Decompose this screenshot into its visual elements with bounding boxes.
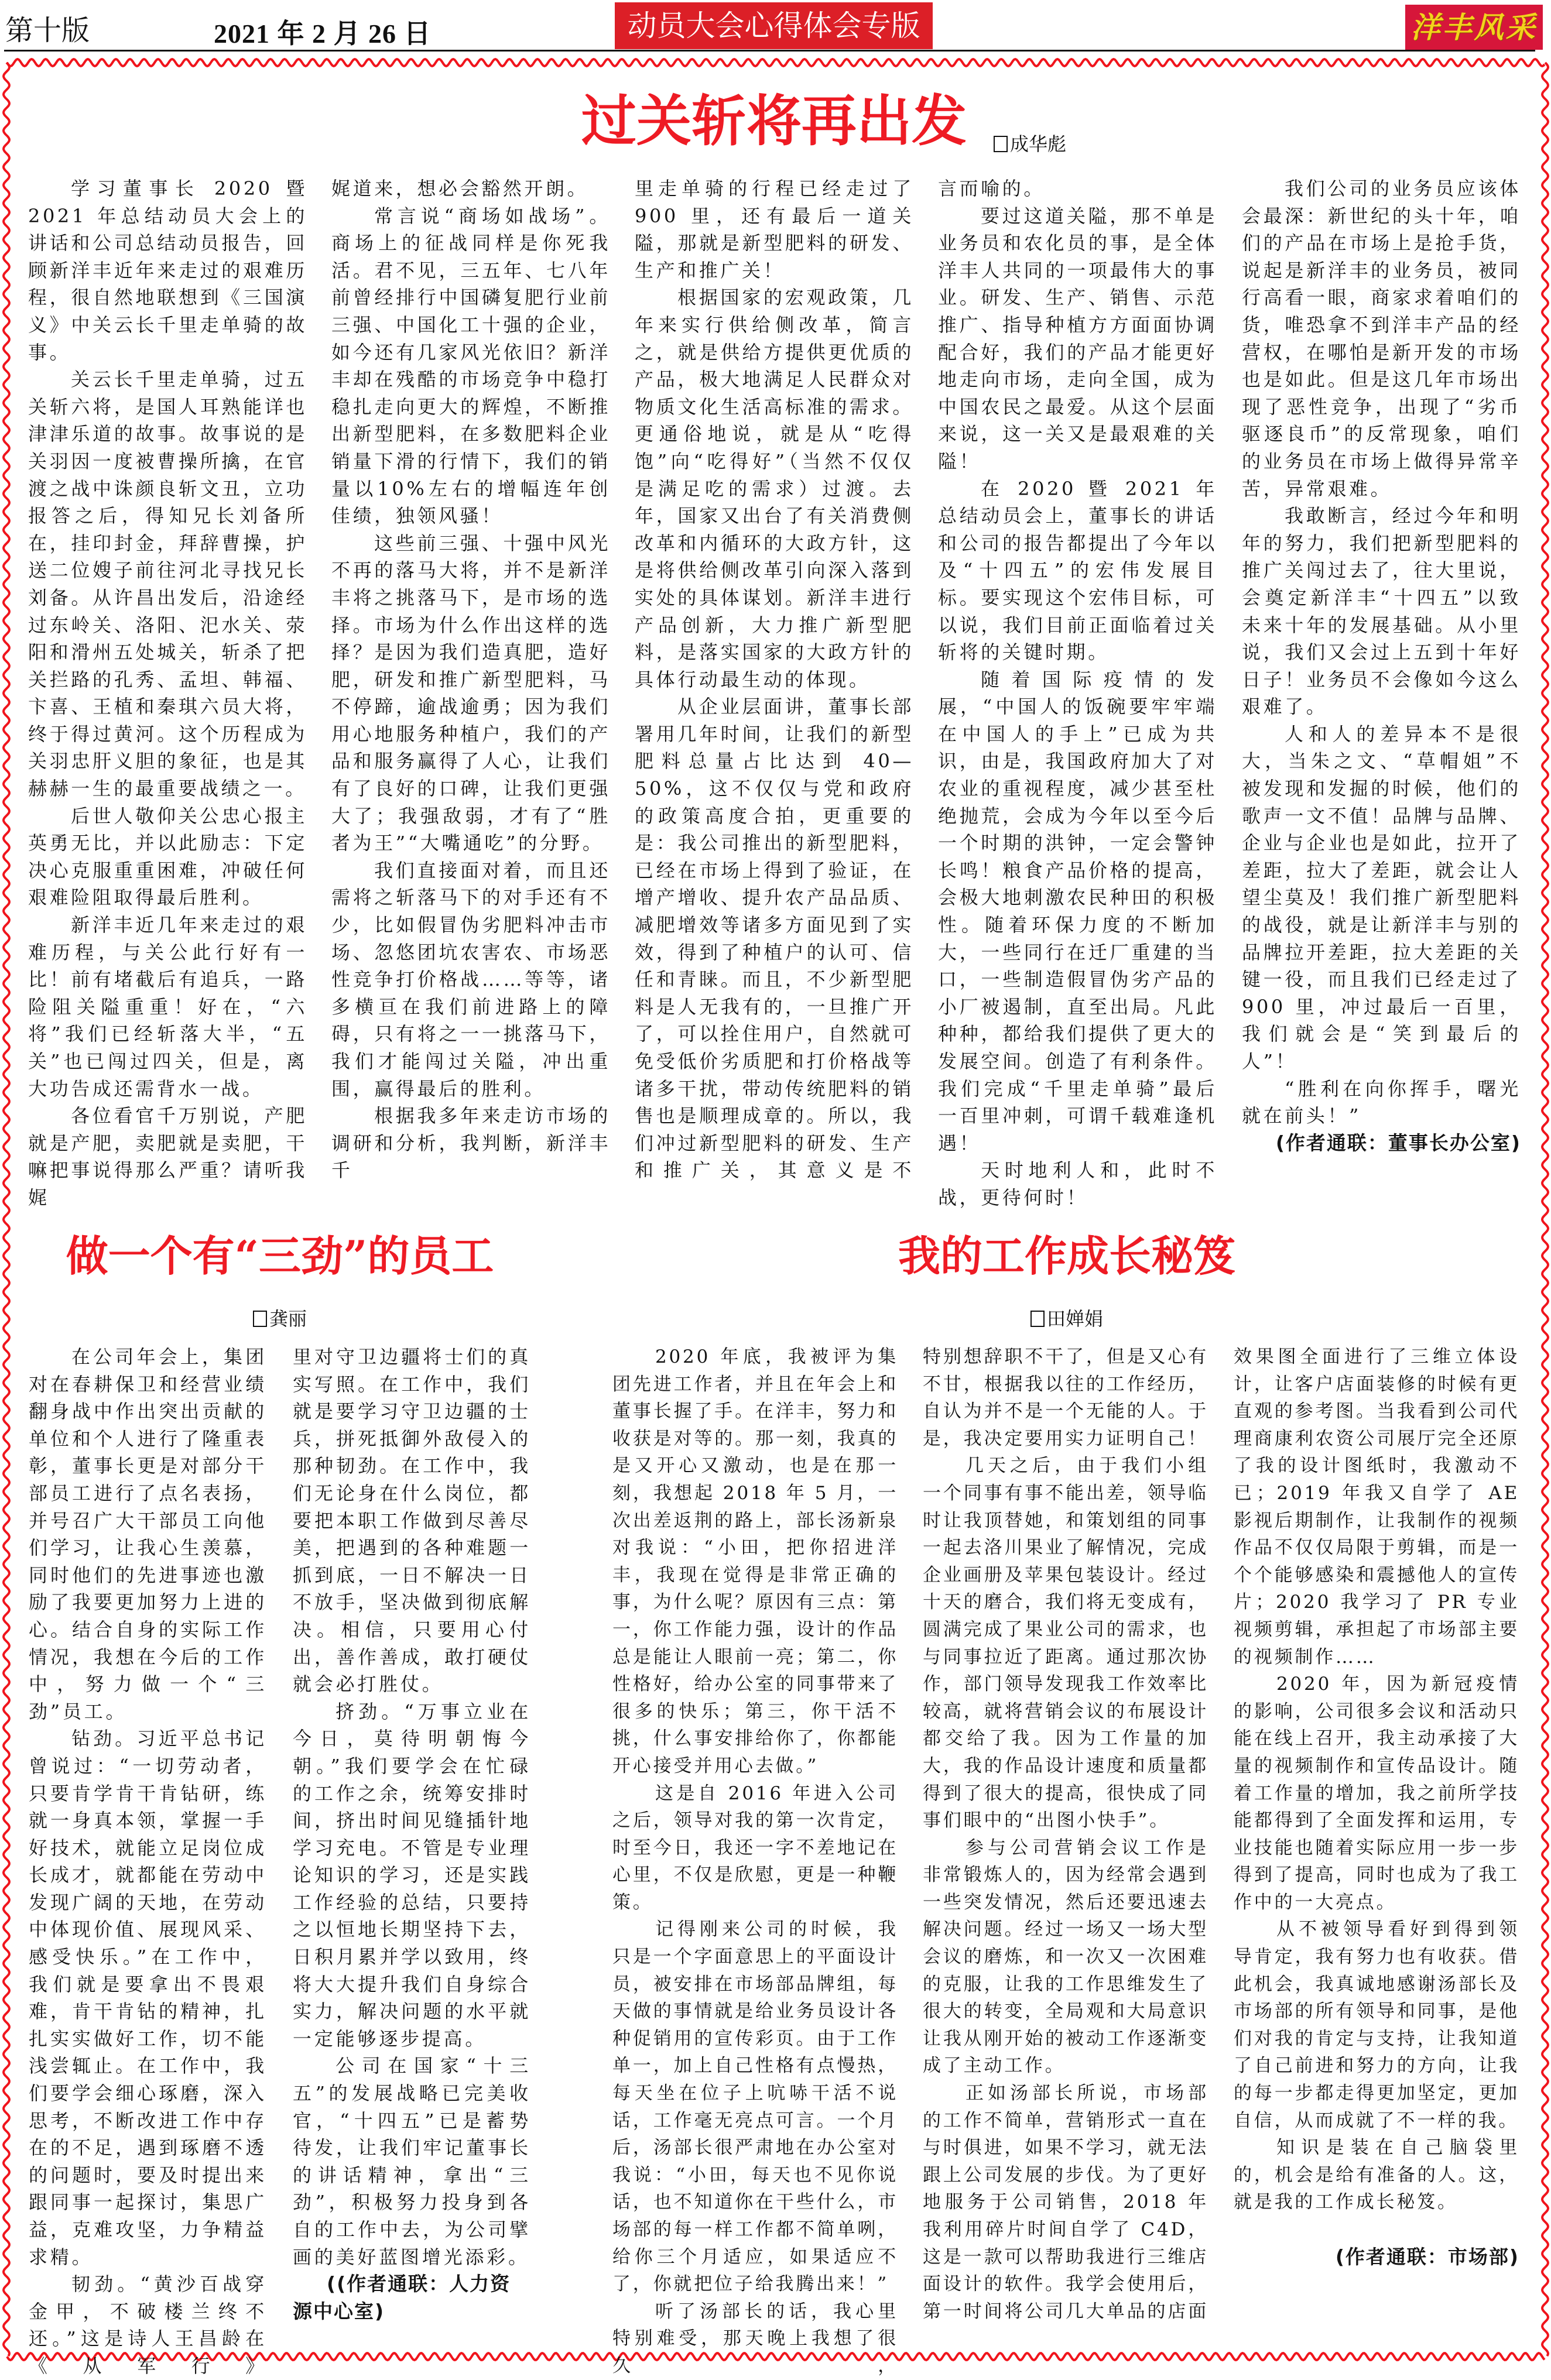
paragraph: 常言说“商场如战场”。商场上的征战同样是你死我活。君不见，三五年、七八年前曾经排行中国磷复肥行业前三强、中国化工十强的企业，如今还有几家风光依旧？新洋丰却在残酷的市场竞争中稳打稳扎走向更大的辉煌，不断推出新型肥料，在多数肥料企业销量下滑的行情下，我们的销量以10%左右的增幅连年创佳绩，独领风骚！ — [331, 204, 611, 527]
article-column — [1242, 175, 1521, 1157]
masthead-logo: 洋丰风采 — [1405, 5, 1543, 50]
paragraph: 里走单骑的行程已经走过了 900 里，还有最后一道关隘，那就是新型肥料的研发、生产和推广关！ — [635, 177, 914, 282]
paragraph: 我们直接面对着，而且还需将之斩落马下的对手还有不少，比如假冒伪劣肥料冲击市场、忽悠团坑农害农、市场恶性竞争打价格战……等等，诸多横亘在我们前进路上的障碍，只有将之一一挑落马下，我们才能闯过关隘，冲出重围，赢得最后的胜利。 — [331, 859, 611, 1100]
paragraph: 记得刚来公司的时候，我只是一个字面意思上的平面设计员，被安排在市场部品牌组，每天做的事情就是给业务员设计各种促销用的宣传彩页。由于工作单一，加上自己性格有点慢热，每天坐在位子上吭哧干活不说话，工作毫无亮点可言。一个月后，汤部长很严肃地在办公室对我说：“小田，每天也不见你说话，也不知道你在干些什么，市场部的每一样工作都不简单咧，给你三个月适应，如果适应不了，你就把位子给我腾出来！” — [612, 1919, 898, 2295]
paragraph: 在 2020 暨 2021 年总结动员会上，董事长的讲话和公司的报告都提出了今年以及“十四五”的宏伟发展目标。要实现这个宏伟目标，可以说，我们目前正面临着过关斩将的关键时期。 — [938, 477, 1217, 664]
paragraph: 几天之后，由于我们小组一个同事有事不能出差，领导临时让我顶替她，和策划组的同事一起去洛川果业了解情况，完成企业画册及苹果包装设计。经过十天的磨合，我们将无变成有，圆满完成了果业公司的需求，也与同事拉近了距离。通过那次协作，部门领导发现我工作效率比较高，就将营销会议的布展设计都交给了我。因为工作量的加大，我的作品设计速度和质量都得到了很大的提高，很快成了同事们眼中的“出图小快手”。 — [923, 1455, 1208, 1832]
paragraph: 从不被领导看好到得到领导肯定，我有努力也有收获。借此机会，我真诚地感谢汤部长及市场部的所有领导和同事，是他们对我的肯定与支持，让我知道了自己前进和努力的方向，让我的每一步都走得更加坚定，更加自信，从而成就了不一样的我。 — [1234, 1919, 1519, 2131]
masthead-rule — [4, 50, 1535, 52]
paragraph: 言而喻的。 — [938, 177, 1046, 200]
special-edition-banner: 动员大会心得体会专版 — [615, 2, 933, 49]
paragraph: 听了汤部长的话，我心里特别难受，那天晚上我想了很久， — [612, 2300, 898, 2376]
article-column — [28, 175, 307, 1212]
paragraph: 韧劲。“黄沙百战穿金甲，不破楼兰终不还。”这是诗人王昌龄在《从军行》 — [29, 2273, 267, 2377]
issue-date: 2021 年 2 月 26 日 — [214, 19, 432, 49]
paragraph: 正如汤部长所说，市场部的工作不简单，营销形式一直在与时俱进，如果不学习，就无法跟上公司发展的步伐。为了更好地服务于公司销售，2018 年我利用碎片时间自学了 C4D，这是一款可以帮助我进行三维店面设计的软件。我学会使用后，第一时间将公司几大单品的店面 — [923, 2083, 1208, 2322]
paragraph: 挤劲。“万事立业在今日，莫待明朝悔今朝。”我们要学会在忙碌的工作之余，统筹安排时间，挤出时间见缝插针地学习充电。不管是专业理论知识的学习，还是实践工作经验的总结，只要持之以恒地长期坚持下去，日积月累并学以致用，终将大大提升我们自身综合实力，解决问题的水平就一定能够逐步提高。 — [293, 1700, 531, 2050]
article-column — [29, 1343, 267, 2380]
article-title: 过关斩将再出发 — [581, 89, 967, 153]
article-column — [612, 1343, 898, 2380]
paragraph: 知识是装在自己脑袋里的，机会是给有准备的人。这，就是我的工作成长秘笈。 — [1234, 2137, 1519, 2213]
square-box-icon — [1030, 1311, 1045, 1327]
article-column — [923, 1343, 1208, 2325]
paragraph: 新洋丰近几年来走过的艰难历程，与关公此行好有一比！前有堵截后有追兵，一路险阻关隘重重！好在，“六将”我们已经斩落大半，“五关”也已闯过四关，但是，离大功告成还需背水一战。 — [28, 914, 307, 1100]
paragraph: 里对守卫边疆将士们的真实写照。在工作中，我们就是要学习守卫边疆的士兵，拼死抵御外敌侵入的那种韧劲。在工作中，我们无论身在什么岗位，都要把本职工作做到尽善尽美，把遇到的各种难题一抓到底，一日不解决一日不放手，坚决做到彻底解决。相信，只要用心付出，善作善成，敢打硬仗就会必打胜仗。 — [293, 1346, 531, 1696]
paragraph: 从企业层面讲，董事长部署用几年时间，让我们的新型肥料总量占比达到 40—50%，这不仅仅与党和政府的政策高度合拍，更重要的是：我公司推出的新型肥料，已经在市场上得到了验证，在增产增收、提升农产品品质、减肥增效等诸多方面见到了实效，得到了种植户的认可、信任和青睐。而且，不少新型肥料是人无我有的，一旦推广开了，可以拴住用户，自然就可免受低价劣质肥和打价格战等诸多干扰，带动传统肥料的销售也是顺理成章的。所以，我们冲过新型肥料的研发、生产和推广关，其意义是不 — [635, 695, 914, 1182]
paragraph: 我们公司的业务员应该体会最深：新世纪的头十年，咱们的产品在市场上是抢手货，说起是新洋丰的业务员，被同行高看一眼，商家求着咱们的货，唯恐拿不到洋丰产品的经营权，在哪怕是新开发的市场也是如此。但是这几年市场出现了恶性竞争，出现了“劣币驱逐良币”的反常现象，咱们的业务员在市场上做得异常辛苦，异常艰难。 — [1242, 177, 1521, 500]
border-left-wave — [4, 63, 9, 2356]
article-column — [1234, 1343, 1519, 2271]
square-box-icon — [253, 1311, 267, 1327]
article-title: 我的工作成长秘笈 — [898, 1231, 1235, 1281]
paragraph: 这些前三强、十强中风光不再的落马大将，并不是新洋丰将之挑落马下，是市场的选择。市场为什么作出这样的选择？是因为我们造真肥，造好肥，研发和推广新型肥料，马不停蹄，逾战逾勇；因为我们用心地服务种植户，我们的产品和服务赢得了人心，让我们有了良好的口碑，让我们更强大了；我强敌弱，才有了“胜者为王”“大嘴通吃”的分野。 — [331, 531, 611, 855]
author-name: 成华彪 — [1010, 133, 1067, 155]
border-top-wave — [7, 59, 1545, 66]
article-byline — [612, 1307, 1521, 1330]
author-contact: (作者通联：市场部) — [1335, 2245, 1519, 2268]
border-right-wave — [1542, 63, 1548, 2356]
article-title: 做一个有“三劲”的员工 — [66, 1231, 494, 1281]
paragraph: 这是自 2016 年进入公司之后，领导对我的第一次肯定，时至今日，我还一字不差地记在心里，不仅是欣慰，更是一种鞭策。 — [612, 1782, 898, 1913]
paragraph: 关云长千里走单骑，过五关斩六将，是国人耳熟能详也津津乐道的故事。故事说的是关羽因一度被曹操所擒，在官渡之战中诛颜良斩文丑，立功报答之后，得知兄长刘备所在，挂印封金，拜辞曹操，护送二位嫂子前往河北寻找兄长刘备。从许昌出发后，沿途经过东岭关、洛阳、汜水关、荥阳和滑州五处城关，斩杀了把关拦路的孔秀、孟坦、韩福、卞喜、王植和秦琪六员大将，终于得过黄河。这个历程成为关羽忠肝义胆的象征，也是其赫赫一生的最重要战绩之一。 — [28, 368, 307, 800]
paragraph: 后世人敬仰关公忠心报主英勇无比，并以此励志：下定决心克服重重困难，冲破任何艰难险阻取得最后胜利。 — [28, 804, 307, 909]
paragraph: 公司在国家“十三五”的发展战略已完美收官，“十四五”已是蓄势待发，让我们牢记董事长的讲话精神，拿出“三劲”，积极努力投身到各自的工作中去，为公司擘画的美好蓝图增光添彩。 — [293, 2055, 531, 2268]
square-box-icon — [994, 136, 1008, 152]
paragraph: 钻劲。习近平总书记曾说过：“一切劳动者，只要肯学肯干肯钻研，练就一身真本领，掌握一手好技术，就能立足岗位成长成才，就都能在劳动中发现广阔的天地，在劳动中体现价值、展现风采、感受快乐。”在工作中，我们就是要拿出不畏艰难，肯干肯钻的精神，扎扎实实做好工作，切不能浅尝辄止。在工作中，我们要学会细心琢磨，深入思考，不断改进工作中存在的不足，遇到琢磨不透的问题时，要及时提出来跟同事一起探讨，集思广益，克难攻坚，力争精益求精。 — [29, 1727, 267, 2268]
author-name: 田婵娟 — [1046, 1308, 1103, 1330]
article-column — [938, 175, 1217, 1212]
article-column — [635, 175, 914, 1184]
paragraph: 2020 年，因为新冠疫情的影响，公司很多会议和活动只能在线上召开，我主动承接了大量的视频制作和宣传品设计。随着工作量的增加，我之前所学技能都得到了全面发挥和运用，专业技能也随着实际应用一步一步得到了提高，同时也成为了我工作中的一大亮点。 — [1234, 1673, 1519, 1913]
article-byline — [994, 132, 1066, 156]
paragraph: 各位看官千万别说，产肥就是产肥，卖肥就是卖肥，干嘛把事说得那么严重？请听我娓 — [28, 1105, 307, 1209]
author-contact: ((作者通联：人力资源中心室) — [293, 2272, 511, 2323]
paragraph: 2020 年底，我被评为集团先进工作者，并且在年会上和董事长握了手。在洋丰，努力和收获是对等的。那一刻，我真的是又开心又激动，也是在那一刻，我想起 2018 年 5 月，一次出差返荆的路上，部长汤新泉对我说：“小田，把你招进洋丰，我现在觉得是非常正确的事，为什么呢？原因有三点：第一，你工作能力强，设计的作品总是能让人眼前一亮；第二，你性格好，给办公室的同事带来了很多的快乐；第三，你干活不挑，什么事安排给你了，你都能开心接受并用心去做。” — [612, 1346, 898, 1777]
author-name: 龚丽 — [269, 1308, 307, 1330]
paragraph: 随着国际疫情的发展，“中国人的饭碗要牢牢端在中国人的手上”已成为共识，由是，我国政府加大了对农业的重视程度，减少甚至杜绝抛荒，会成为今年以至今后一个时期的洪钟，一定会警钟长鸣！粮食产品价格的提高，会极大地刺激农民种田的积极性。随着环保力度的不断加大，一些同行在迁厂重建的当口，一些制造假冒伪劣产品的小厂被遏制，直至出局。凡此种种，都给我们提供了更大的发展空间。创造了有利条件。我们完成“千里走单骑”最后一百里冲刺，可谓千载难逢机遇！ — [938, 668, 1217, 1154]
paragraph: 要过这道关隘，那不单是业务员和农化员的事，是全体洋丰人共同的一项最伟大的事业。研发、生产、销售、示范推广、指导种植方方面面协调配合好，我们的产品才能更好地走向市场，走向全国，成为中国农民之最爱。从这个层面来说，这一关又是最艰难的关隘！ — [938, 204, 1217, 472]
paragraph: 根据国家的宏观政策，几年来实行供给侧改革，简言之，就是供给方提供更优质的产品，极大地满足人民群众对物质文化生活高标准的需求。更通俗地说，就是从“吃得饱”向“吃得好”（当然不仅仅是满足吃的需求）过渡。去年，国家又出台了有关消费侧改革和内循环的大政方针，这是将供给侧改革引向深入落到实处的具体谋划。新洋丰进行产品创新，大力推广新型肥料，是落实国家的大政方针的具体行动最生动的体现。 — [635, 286, 914, 691]
paragraph: 学习董事长 2020 暨 2021 年总结动员大会上的讲话和公司总结动员报告，回顾新洋丰近年来走过的艰难历程，很自然地联想到《三国演义》中关云长千里走单骑的故事。 — [28, 177, 307, 363]
paragraph: 参与公司营销会议工作是非常锻炼人的，因为经常会遇到一些突发情况，然后还要迅速去解决问题。经过一场又一场大型会议的磨炼，和一次又一次困难的克服，让我的工作思维发生了很大的转变，全局观和大局意识让我从刚开始的被动工作逐渐变成了主动工作。 — [923, 1837, 1208, 2077]
paragraph: 天时地利人和，此时不战，更待何时！ — [938, 1159, 1217, 1209]
paragraph: “胜利在向你挥手，曙光就在前头！” — [1242, 1077, 1521, 1127]
edition-number: 第十版 — [5, 14, 90, 47]
paragraph: 根据我多年来走访市场的调研和分析，我判断，新洋丰千 — [331, 1105, 611, 1182]
article-column — [331, 175, 611, 1184]
paragraph: 效果图全面进行了三维立体设计，让客户店面装修的时候有更直观的参考图。当我看到公司代理商康利农资公司展厅完全还原了我的设计图纸时，我激动不已；2019 年我又自学了 AE 影视后期制作，让我制作的视频作品不仅仅局限于剪辑，而是一个个能够感染和震撼他人的宣传片；2020 我学习了 PR 专业视频剪辑，承担起了市场部主要的视频制作…… — [1234, 1346, 1519, 1668]
paragraph: 我敢断言，经过今年和明年的努力，我们把新型肥料的推广关闯过去了，往大里说，会奠定新洋丰“十四五”以致未来十年的发展基础。从小里说，我们又会过上五到十年好日子！业务员不会像如今这么艰难了。 — [1242, 505, 1521, 718]
article-column — [293, 1343, 531, 2325]
paragraph: 人和人的差异本不是很大，当朱之文、“草帽姐”不被发现和发掘的时候，他们的歌声一文不值！品牌与品牌、企业与企业也是如此，拉开了差距，拉大了差距，就会让人望尘莫及！我们推广新型肥料的战役，就是让新洋丰与别的品牌拉开差距，拉大差距的关键一役，而且我们已经走过了 900 里，冲过最后一百里，我们就会是“笑到最后的人”！ — [1242, 722, 1521, 1072]
article-byline — [29, 1307, 531, 1330]
author-contact: (作者通联：董事长办公室) — [1275, 1131, 1521, 1154]
paragraph: 特别想辞职不干了，但是又心有不甘，根据我以往的工作经历，自认为并不是一个无能的人。于是，我决定要用实力证明自己！ — [923, 1346, 1208, 1449]
paragraph: 在公司年会上，集团对在春耕保卫和经营业绩翻身战中作出突出贡献的单位和个人进行了隆重表彰，董事长更是对部分干部员工进行了点名表扬，并号召广大干部员工向他们学习，让我心生羡慕，同时他们的先进事迹也激励了我要更加努力上进的心。结合自身的实际工作情况，我想在今后的工作中，努力做一个“三劲”员工。 — [29, 1346, 267, 1723]
paragraph: 娓道来，想必会豁然开朗。 — [331, 177, 589, 200]
